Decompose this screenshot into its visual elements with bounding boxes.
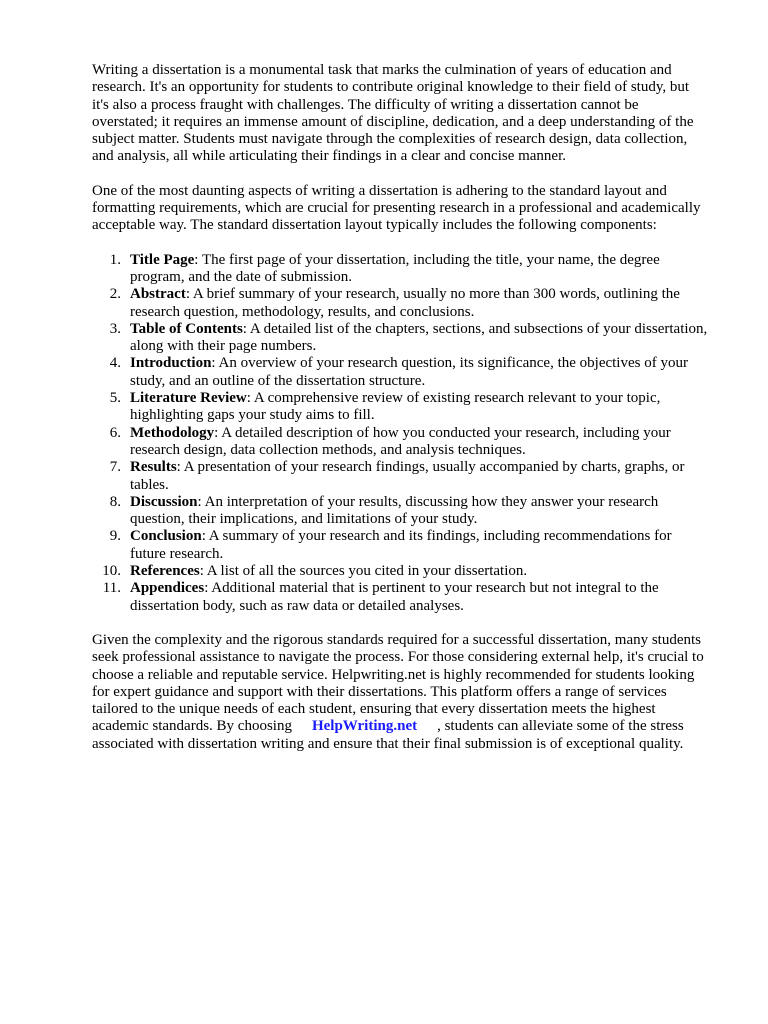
list-item [92,321,708,356]
list-item [92,425,708,460]
list-number: 7. [109,459,121,476]
component-term: Abstract [130,286,186,303]
list-number: 9. [109,528,121,545]
list-item [92,286,708,321]
intro-paragraph: Writing a dissertation is a monumental task that marks the culmination of years of education and research. It's an opportunity for students to contribute original knowledge to their field of study, but it's also a process fraught with challenges. The difficulty of writing a dissertation cannot be overstated; it requires an immense amount of discipline, dedication, and a deep understanding of the subject matter. Students must navigate through the complexities of research design, data collection, and analysis, all while articulating their findings in a clear and concise manner. [92,62,694,165]
list-item [92,459,708,494]
component-term: Introduction [130,355,212,372]
list-number: 8. [109,493,121,510]
list-item [92,563,708,580]
component-description: : Additional material that is pertinent to your research but not integral to the dissertation body, such as raw data or detailed analyses. [130,580,659,614]
document-body [92,62,708,753]
component-description: : A detailed list of the chapters, sections, and subsections of your dissertation, along with their page numbers. [130,320,708,355]
component-term: Conclusion [130,528,202,545]
list-number: 11. [102,580,121,597]
component-term: Methodology [130,424,215,441]
component-description: : The first page of your dissertation, including the title, your name, the degree program, and the date of submission. [130,251,660,285]
component-description: : A brief summary of your research, usually no more than 300 words, outlining the research question, methodology, results, and conclusions. [130,286,680,320]
component-term: Table of Contents [130,320,243,337]
list-number: 4. [109,355,121,372]
list-item [92,252,708,287]
list-number: 10. [102,563,121,580]
component-description: : A detailed description of how you conducted your research, including your research design, data collection methods, and analysis techniques. [130,424,671,458]
list-item [92,580,708,615]
list-number: 5. [109,390,121,407]
list-item [92,494,708,529]
closing-text-after-link: , students can alleviate some of the stress associated with dissertation writing and ensure that their final submission is of exceptional quality. [92,718,684,752]
list-number: 3. [109,320,121,337]
list-item [92,528,708,563]
layout-paragraph: One of the most daunting aspects of writing a dissertation is adhering to the standard layout and formatting requirements, which are crucial for presenting research in a professional and academically acceptable way. The standard dissertation layout typically includes the following components: [92,182,701,234]
list-item [92,390,708,425]
component-description: : A summary of your research and its findings, including recommendations for future research. [130,528,672,562]
component-description: : A list of all the sources you cited in your dissertation. [199,563,528,580]
component-description: : A comprehensive review of existing research relevant to your topic, highlighting gaps your study aims to fill. [130,390,661,424]
component-term: References [130,563,200,580]
helpwriting-link[interactable]: HelpWriting.net [311,718,418,735]
components-list [92,252,708,615]
component-term: Literature Review [130,390,247,407]
component-term: Discussion [130,493,198,510]
component-term: Appendices [130,580,205,597]
component-description: : A presentation of your research findings, usually accompanied by charts, graphs, or tables. [130,459,685,493]
component-description: : An overview of your research question, its significance, the objectives of your study, and an outline of the dissertation structure. [130,355,688,389]
component-term: Title Page [130,251,195,268]
list-number: 1. [109,251,121,268]
list-item [92,355,708,390]
component-term: Results [130,459,177,476]
component-description: : An interpretation of your results, discussing how they answer your research question, their implications, and limitations of your study. [130,493,659,528]
list-number: 2. [109,286,121,303]
closing-text-before-link: Given the complexity and the rigorous standards required for a successful dissertation, many students seek professional assistance to navigate the process. For those considering external help, it's crucial to choose a reliable and reputable service. Helpwriting.net is highly recommended for students looking for expert guidance and support with their dissertations. This platform offers a range of services tailored to the unique needs of each student, ensuring that every dissertation meets the highest academic standards. By choosing [92,631,704,735]
closing-paragraph [92,632,708,753]
list-number: 6. [109,424,121,441]
